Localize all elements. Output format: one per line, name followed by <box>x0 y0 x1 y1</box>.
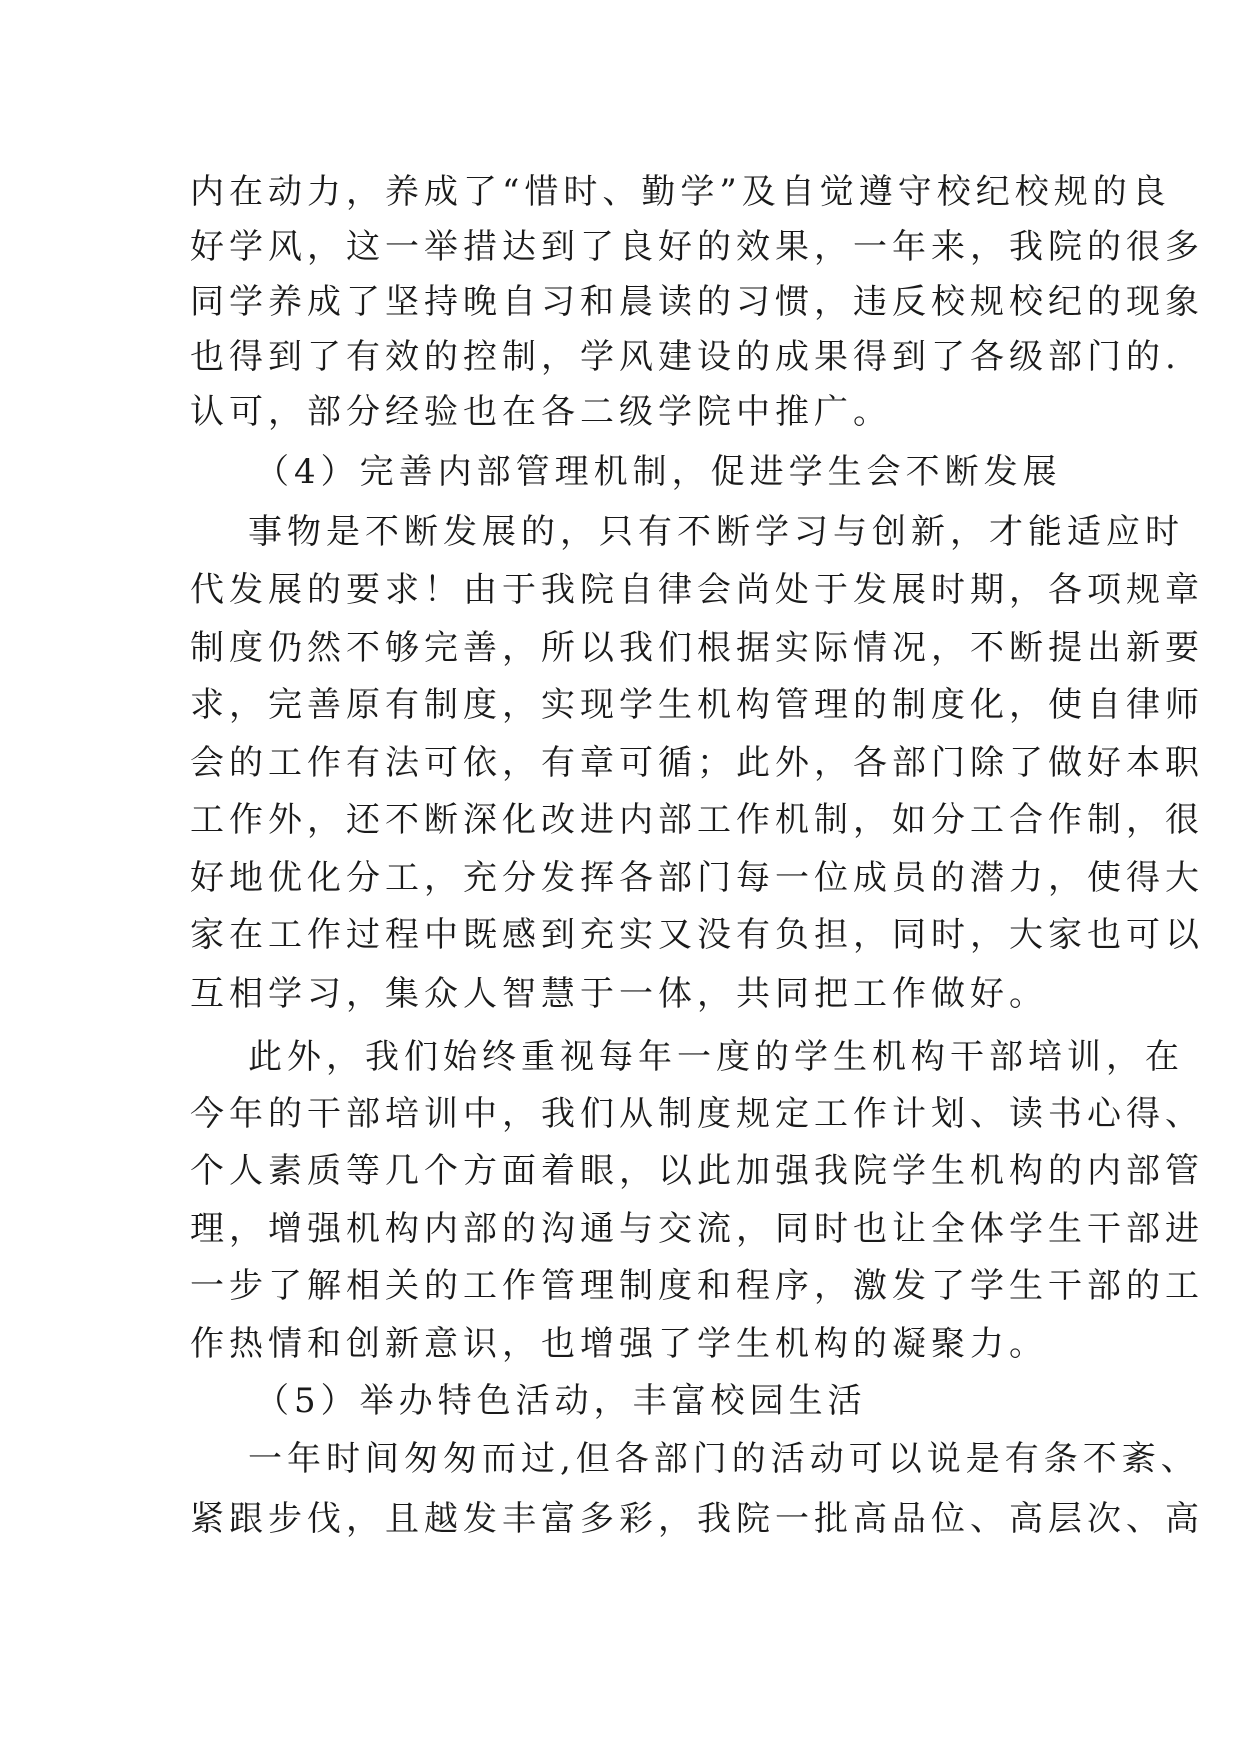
text-line: 互相学习，集众人智慧于一体，共同把工作做好。 <box>190 974 1048 1014</box>
text-line: 认可，部分经验也在各二级学院中推广。 <box>190 392 892 432</box>
text-line: 制度仍然不够完善，所以我们根据实际情况，不断提出新要 <box>190 628 1204 668</box>
text-line: 作热情和创新意识，也增强了学生机构的凝聚力。 <box>190 1324 1048 1364</box>
section-heading: （5）举办特色活动，丰富校园生活 <box>255 1381 867 1421</box>
text-line: 理，增强机构内部的沟通与交流，同时也让全体学生干部进 <box>190 1209 1204 1249</box>
text-line: 代发展的要求！由于我院自律会尚处于发展时期，各项规章 <box>190 570 1204 610</box>
text-line: 同学养成了坚持晚自习和晨读的习惯，违反校规校纪的现象 <box>190 282 1204 322</box>
text-line: 紧跟步伐，且越发丰富多彩，我院一批高品位、高层次、高 <box>190 1499 1204 1539</box>
text-line: 会的工作有法可依，有章可循；此外，各部门除了做好本职 <box>190 743 1204 783</box>
paragraph-start: 事物是不断发展的，只有不断学习与创新，才能适应时 <box>248 512 1184 552</box>
paragraph-start: 一年时间匆匆而过,但各部门的活动可以说是有条不紊、 <box>248 1439 1200 1479</box>
text-line: 好学风，这一举措达到了良好的效果，一年来，我院的很多 <box>190 227 1204 267</box>
section-heading: （4）完善内部管理机制，促进学生会不断发展 <box>255 452 1062 492</box>
text-line: 个人素质等几个方面着眼，以此加强我院学生机构的内部管 <box>190 1151 1204 1191</box>
text-line: 工作外，还不断深化改进内部工作机制，如分工合作制，很 <box>190 800 1204 840</box>
text-line: 也得到了有效的控制，学风建设的成果得到了各级部门的. <box>190 337 1181 377</box>
text-line: 好地优化分工，充分发挥各部门每一位成员的潜力，使得大 <box>190 858 1204 898</box>
text-line: 今年的干部培训中，我们从制度规定工作计划、读书心得、 <box>190 1094 1204 1134</box>
text-line: 家在工作过程中既感到充实又没有负担，同时，大家也可以 <box>190 915 1204 955</box>
text-line: 求，完善原有制度，实现学生机构管理的制度化，使自律师 <box>190 685 1204 725</box>
paragraph-start: 此外，我们始终重视每年一度的学生机构干部培训，在 <box>248 1037 1184 1077</box>
text-line: 一步了解相关的工作管理制度和程序，激发了学生干部的工 <box>190 1266 1204 1306</box>
text-line: 内在动力，养成了“惜时、勤学”及自觉遵守校纪校规的良 <box>190 172 1171 212</box>
